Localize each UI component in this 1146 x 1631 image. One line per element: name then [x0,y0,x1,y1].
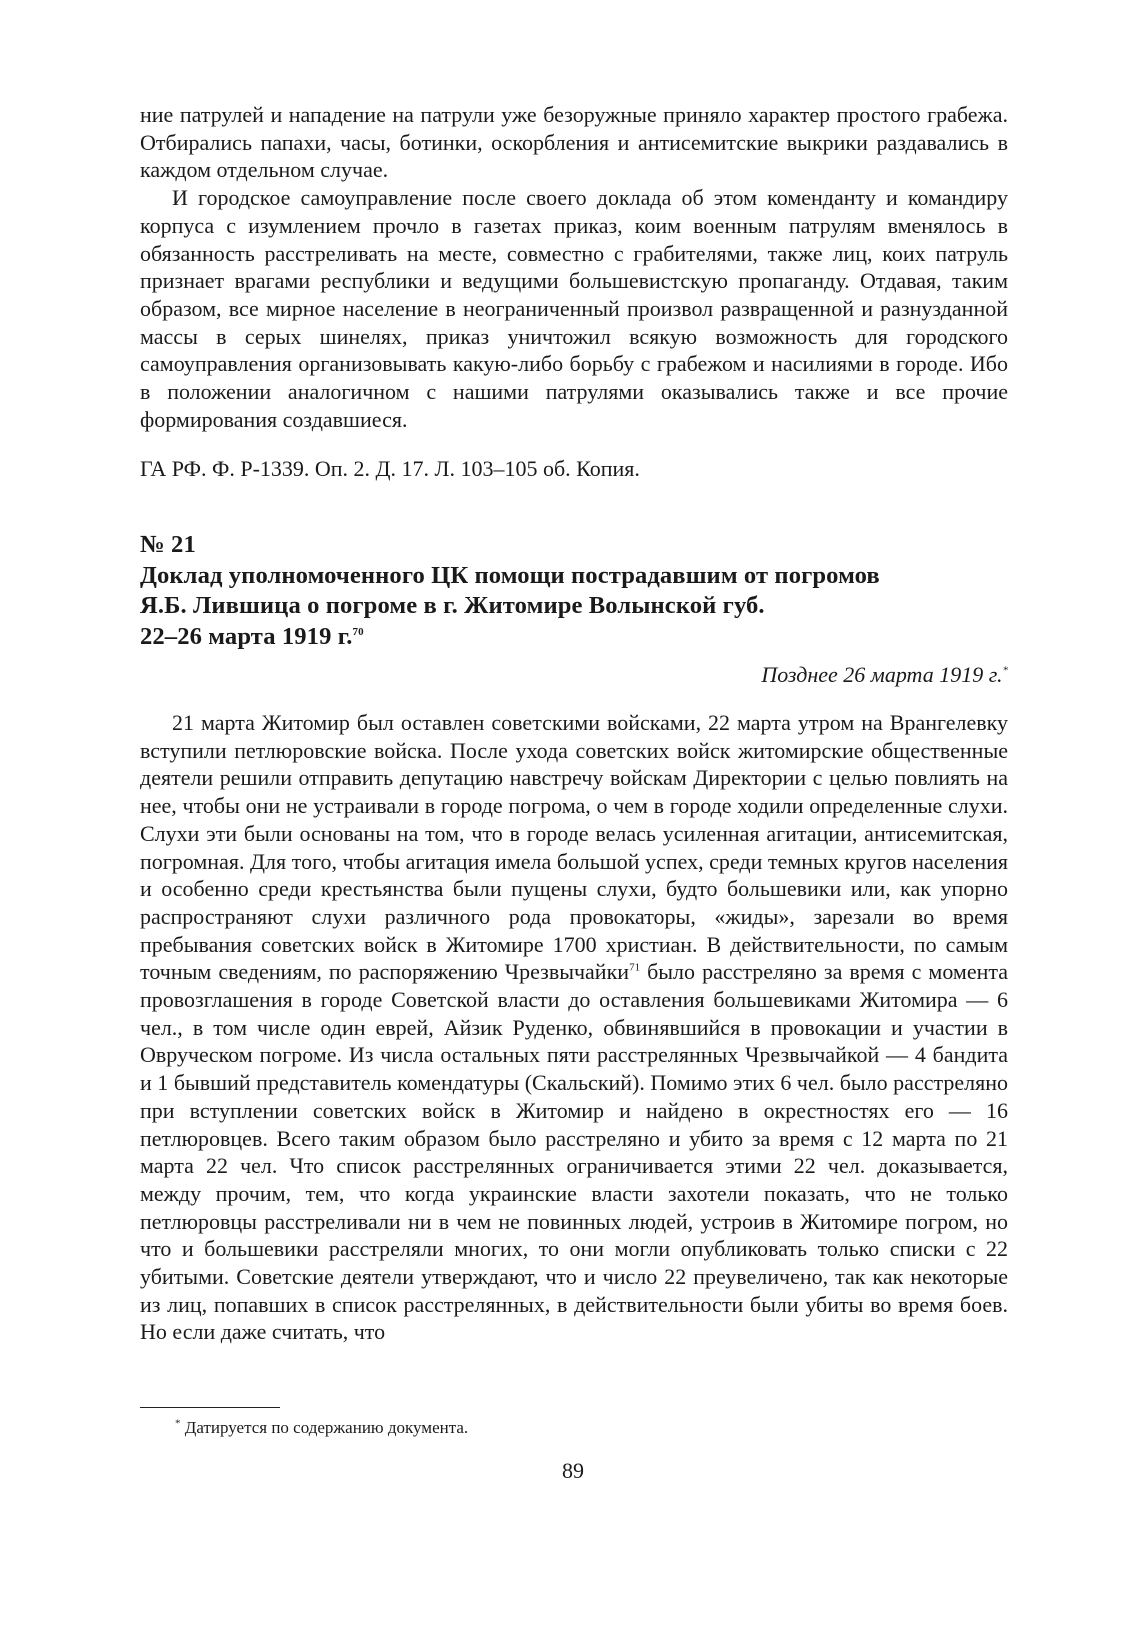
page-number: 89 [562,1458,584,1483]
note-71-ref: 71 [629,962,641,974]
archive-source: ГА РФ. Ф. Р-1339. Оп. 2. Д. 17. Л. 103–105 об. Копия. [140,456,640,481]
document-date-block [140,662,1008,688]
footnote-rule [140,1407,280,1408]
document-date-text: Позднее 26 марта 1919 г. [761,662,1003,687]
footnote-mark: * [175,1417,181,1430]
document-date [140,662,1008,688]
paragraph-continued: ние патрулей и нападение на патрули уже безоружные приняло характер простого грабежа. Отбирались папахи, часы, ботинки, оскорбления и антисемитские выкрики раздавались в каждом отдельном случае. [140,102,1008,183]
document-heading [140,530,1008,652]
report-body [140,709,1008,1346]
document-title-line-1: Доклад уполномоченного ЦК помощи пострадавшим от погромов [140,561,880,589]
document-title-line-3 [140,622,1008,653]
date-note-ref: * [1002,664,1008,677]
top-text-block [140,101,1008,433]
archive-source-block [140,455,1008,483]
title-date: 22–26 марта 1919 г. [140,622,353,650]
document-number: № 21 [140,531,196,558]
footnote [175,1417,468,1439]
report-text-part-2: было расстреляно за время с момента провозглашения в городе Советской власти до оставления большевиками Житомира — 6 чел., в том числе один еврей, Айзик Руденко, обвинявшийся в провокации и участии в Овручеcком погроме. Из числа остальных пяти расстрелянных Чрезвычайкой — 4 бандита и 1 бывший представитель комендатуры (Скальский). Помимо этих 6 чел. было расстреляно при вступлении советских войск в Житомир и найдено в окрестностях его — 16 петлюровцев. Всего таким образом было расстреляно и убито за время с 12 марта по 21 марта 22 чел. Что список расстрелянных ограничивается этими 22 чел. доказывается, между прочим, тем, что когда украинские власти захотели показать, что не только петлюровцы расстреливали ни в чем не повинных людей, устроив в Житомире погром, но что и большевики расстреляли многих, то они могли опубликовать только списки с 22 убитыми. Советские деятели утверждают, что и число 22 преувеличено, так как некоторые из лиц, попавших в список расстрелянных, в действительности были убиты во время боев. Но если даже считать, что [140,959,1009,1345]
title-note-ref: 70 [352,625,364,638]
report-text-part-1: 21 марта Житомир был оставлен советскими войсками, 22 марта утром на Врангелевку вступили петлюровские войска. После ухода советских войск житомирские общественные деятели решили отправить депутацию навстречу войскам Директории с целью повлиять на нее, чтобы они не устраивали в городе погрома, о чем в городе ходили определенные слухи. Слухи эти были основаны на том, что в городе велась усиленная агитации, антисемитская, погромная. Для того, чтобы агитация имела большой успех, среди темных кругов населения и особенно среди крестьянства были пущены слухи, будто большевики или, как упорно распространяют слухи различного рода провокаторы, «жиды», зарезали во время пребывания советских войск в Житомире 1700 христиан. В действительности, по самым точным сведениям, по распоряжению Чрезвычайки [140,710,1008,985]
paragraph-self-government: И городское самоуправление после своего доклада об этом коменданту и командиру корпуса с изумлением прочло в газетах приказ, коим военным патрулям вменялось в обязанность расстреливать на месте, совместно с грабителями, также лиц, коих патруль признает врагами республики и ведущими большевистскую пропаганду. Отдавая, таким образом, все мирное население в неограниченный произвол развращенной и разнузданной массы в серых шинелях, приказ уничтожил всякую возможность для городского самоуправления организовывать какую-либо борьбу с грабежом и насилиями в городе. Ибо в положении аналогичном с нашими патрулями оказывались также и все прочие формирования создавшиеся. [140,185,1008,432]
document-title-line-2: Я.Б. Лившица о погроме в г. Житомире Волынской губ. [140,592,765,619]
footnote-text: Датируется по содержанию документа. [180,1418,469,1437]
report-paragraph [140,709,1008,1346]
